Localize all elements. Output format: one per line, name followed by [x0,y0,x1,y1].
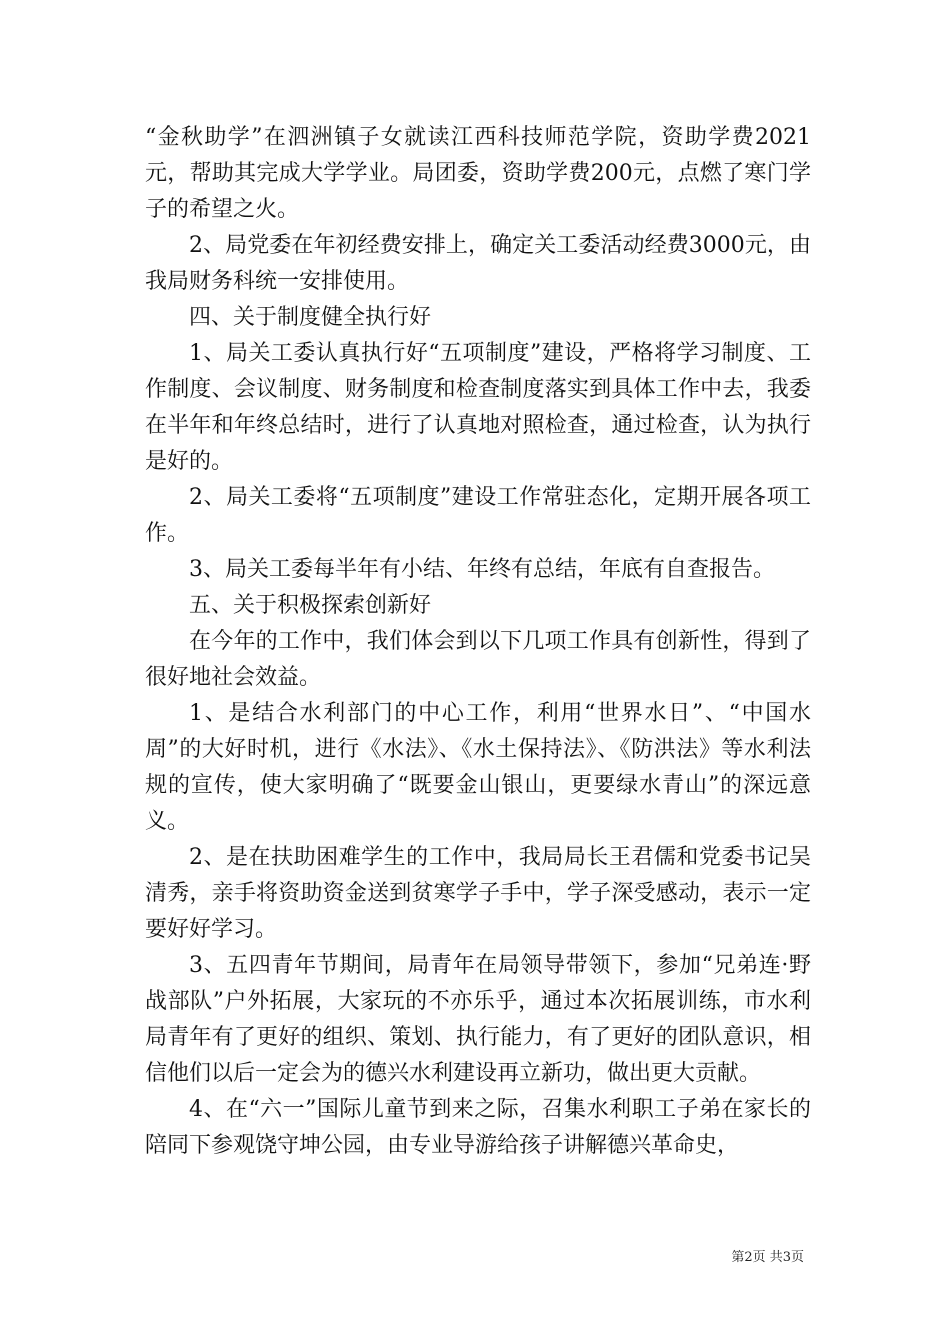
paragraph-reports: 3、局关工委每半年有小结、年终有总结，年底有自查报告。 [189,557,775,582]
paragraph-continuation: “金秋助学”在泗洲镇子女就读江西科技师范学院，资助学费2021元，帮助其完成大学学业。局团委，资助学费200元，点燃了寒门学子的希望之火。 [145,125,811,222]
paragraph-youth-day: 3、五四青年节期间，局青年在局领导带领下，参加“兄弟连·野战部队”户外拓展，大家玩的不亦乐乎，通过本次拓展训练，市水利局青年有了更好的组织、策划、执行能力，有了更好的团队意识，相信他们以后一定会为的德兴水利建设再立新功，做出更大贡献。 [145,953,811,1086]
document-body [145,120,811,1164]
paragraph-five-systems: 1、局关工委认真执行好“五项制度”建设，严格将学习制度、工作制度、会议制度、财务制度和检查制度落实到具体工作中去，我委在半年和年终总结时，进行了认真地对照检查，通过检查，认为执行是好的。 [145,341,811,474]
section-heading-4: 四、关于制度健全执行好 [189,305,432,330]
paragraph-student-aid: 2、是在扶助困难学生的工作中，我局局长王君儒和党委书记吴清秀，亲手将资助资金送到贫寒学子手中，学子深受感动，表示一定要好好学习。 [145,845,811,942]
paragraph-normalization: 2、局关工委将“五项制度”建设工作常驻态化，定期开展各项工作。 [145,485,811,546]
paragraph-funding: 2、局党委在年初经费安排上，确定关工委活动经费3000元，由我局财务科统一安排使用。 [145,233,811,294]
paragraph-water-law: 1、是结合水利部门的中心工作，利用“世界水日”、“中国水周”的大好时机，进行《水法》、《水土保持法》、《防洪法》等水利法规的宣传，使大家明确了“既要金山银山，更要绿水青山”的深远意义。 [145,701,811,834]
page-number: 第2页 共3页 [731,1250,804,1265]
section-heading-5: 五、关于积极探索创新好 [189,593,432,618]
paragraph-childrens-day: 4、在“六一”国际儿童节到来之际，召集水利职工子弟在家长的陪同下参观饶守坤公园，由专业导游给孩子讲解德兴革命史， [145,1097,811,1158]
paragraph-innovation-intro: 在今年的工作中，我们体会到以下几项工作具有创新性，得到了很好地社会效益。 [145,629,811,690]
